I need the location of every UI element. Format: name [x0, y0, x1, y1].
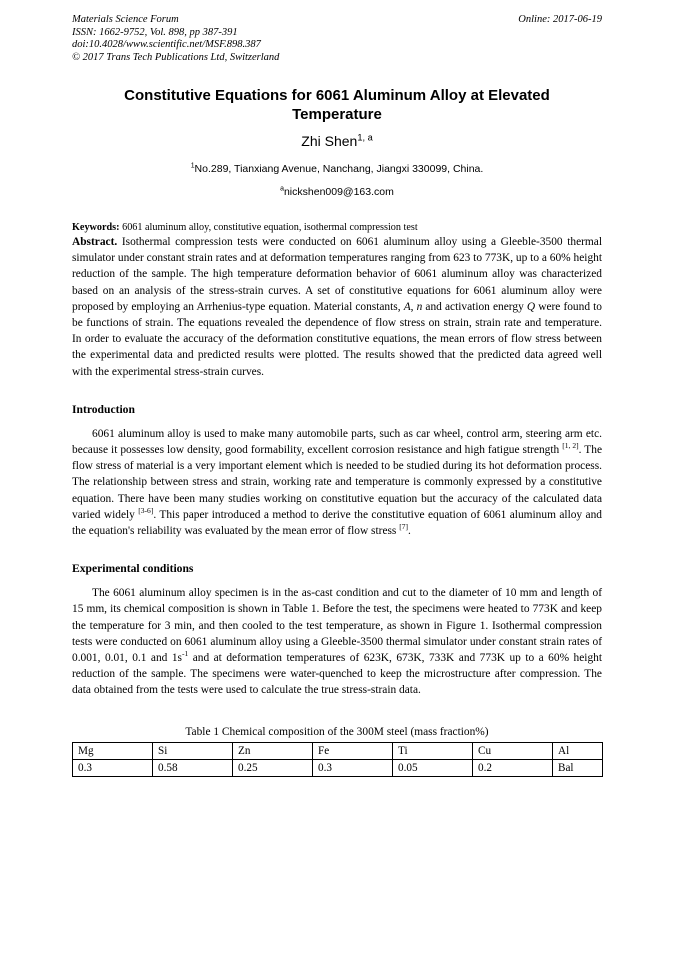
abstract-text-2: , [410, 300, 417, 313]
abstract-text-3: and activation energy [422, 300, 527, 313]
experimental-text-2: and at deformation temperatures of 623K, 673K, 733K and 773K up to a 60% height reduction of the sample. The specimens were water-quenched to keep the microstructure after compression. The data obtained from the tests were used to calculate the true stress-strain data. [72, 652, 603, 697]
table-cell: 0.3 [73, 759, 153, 776]
symbol-Q: Q [526, 300, 536, 313]
journal-doi: doi:10.4028/www.scientific.net/MSF.898.387 [72, 39, 261, 51]
author-line [72, 133, 602, 150]
experimental-text-1: The 6061 aluminum alloy specimen is in the as-cast condition and cut to the diameter of 10 mm and length of 15 mm, its chemical composition is shown in Table 1. Before the test, the specimens were heated to 773K and keep the temperature for 3 min, and then cooled to the test temperature, as shown in Figure 1. Isothermal compression tests were conducted on 6061 aluminum alloy using a Gleeble-3500 thermal simulator under constant strain rates of 0.001, 0.01, 0.1 and 1s [72, 587, 602, 665]
title-block [72, 86, 602, 199]
affiliation-text: No.289, Tianxiang Avenue, Nanchang, Jiangxi 330099, China. [194, 163, 484, 175]
table-cell: 0.05 [393, 759, 473, 776]
citation-ref-2[interactable]: [3-6] [138, 506, 154, 516]
table-header-cell: Cu [473, 742, 553, 759]
abstract-text-4: were found to be functions of strain. The equations revealed the dependence of flow stress on strain, strain rate and temperature. In order to evaluate the accuracy of the deformation constitutive equations, the mean errors of flow stress between the experimental data and predicted results were plotted. The results showed that the predicted data agreed well with the experimental stress-strain curves. [72, 300, 602, 378]
table-header-cell: Zn [233, 742, 313, 759]
online-publication-date: Online: 2017-06-19 [518, 14, 602, 25]
keywords-line [72, 221, 602, 234]
section-heading-experimental-conditions: Experimental conditions [72, 562, 194, 576]
affiliation-marker: 1 [190, 162, 195, 170]
table-cell: 0.25 [233, 759, 313, 776]
table-header-cell: Mg [73, 742, 153, 759]
table-header-cell: Fe [313, 742, 393, 759]
affiliation-line [72, 162, 602, 176]
journal-header [72, 14, 602, 72]
citation-ref-1[interactable]: [1, 2] [562, 441, 579, 451]
table1-caption: Table 1 Chemical composition of the 300M steel (mass fraction%) [185, 725, 489, 738]
table-cell: 0.2 [473, 759, 553, 776]
table-header-cell: Si [153, 742, 233, 759]
symbol-A: A [403, 300, 411, 313]
chemical-composition-table [72, 742, 603, 777]
introduction-text-3: . This paper introduced a method to derive the constitutive equation of 6061 aluminum alloy and the equation's reliability was evaluated by the mean error of flow stress [72, 508, 602, 538]
strain-rate-exponent: -1 [181, 649, 189, 659]
table-header-row [73, 742, 603, 759]
page-title: Constitutive Equations for 6061 Aluminum Alloy at Elevated Temperature [124, 87, 550, 123]
journal-issn-volume: ISSN: 1662-9752, Vol. 898, pp 387-391 [72, 26, 238, 38]
keywords-text: 6061 aluminum alloy, constitutive equation, isothermal compression test [122, 222, 418, 233]
citation-ref-3[interactable]: [7] [399, 522, 408, 532]
table-row [73, 759, 603, 776]
section-heading-introduction: Introduction [72, 402, 135, 416]
table-header-cell: Ti [393, 742, 473, 759]
table-cell: 0.58 [153, 759, 233, 776]
email-line [72, 185, 602, 199]
journal-header-left [72, 14, 432, 64]
abstract-text-1: Isothermal compression tests were conducted on 6061 aluminum alloy using a Gleeble-3500 thermal simulator under constant strain rates and at deformation temperatures ranging from 623 to 773K, up to a 60% height reduction of the sample. The high temperature deformation behavior of 6061 aluminum alloy was characterized based on an analysis of the stress-strain curves. A set of constitutive equations for 6061 aluminum alloy were proposed by employing an Arrhenius-type equation. Material constants, [72, 236, 602, 313]
introduction-text-1: 6061 aluminum alloy is used to make many automobile parts, such as car wheel, control arm, steering arm etc. because it possesses low density, good formability, excellent corrosion resistance and high fatigue strength [72, 427, 602, 457]
page-content [72, 14, 602, 777]
introduction-paragraph [72, 426, 602, 539]
introduction-text-4: . [407, 525, 411, 538]
symbol-n: n [416, 300, 423, 313]
table-cell: 0.3 [313, 759, 393, 776]
author-name: Zhi Shen [301, 133, 358, 149]
keywords-label: Keywords: [72, 222, 120, 233]
table1-container [72, 725, 602, 777]
abstract-paragraph [72, 234, 602, 380]
abstract-label: Abstract. [72, 236, 118, 248]
email-marker: a [280, 185, 284, 193]
introduction-text-2: . The flow stress of material is a very important element which is needed to be studied during its hot deformation process. The relationship between stress and strain, working rate and temperature is commonly expressed by a constitutive equation. There have been many studies working on constitutive equation but the accuracy of the calculated data varied widely [72, 444, 602, 521]
table-cell: Bal [553, 759, 603, 776]
journal-copyright: © 2017 Trans Tech Publications Ltd, Switzerland [72, 51, 280, 63]
email-address: nickshen009@163.com [283, 186, 394, 198]
experimental-paragraph [72, 585, 602, 698]
table-header-cell: Al [553, 742, 603, 759]
journal-name: Materials Science Forum [72, 14, 179, 25]
author-affiliation-markers: 1, a [357, 132, 373, 143]
